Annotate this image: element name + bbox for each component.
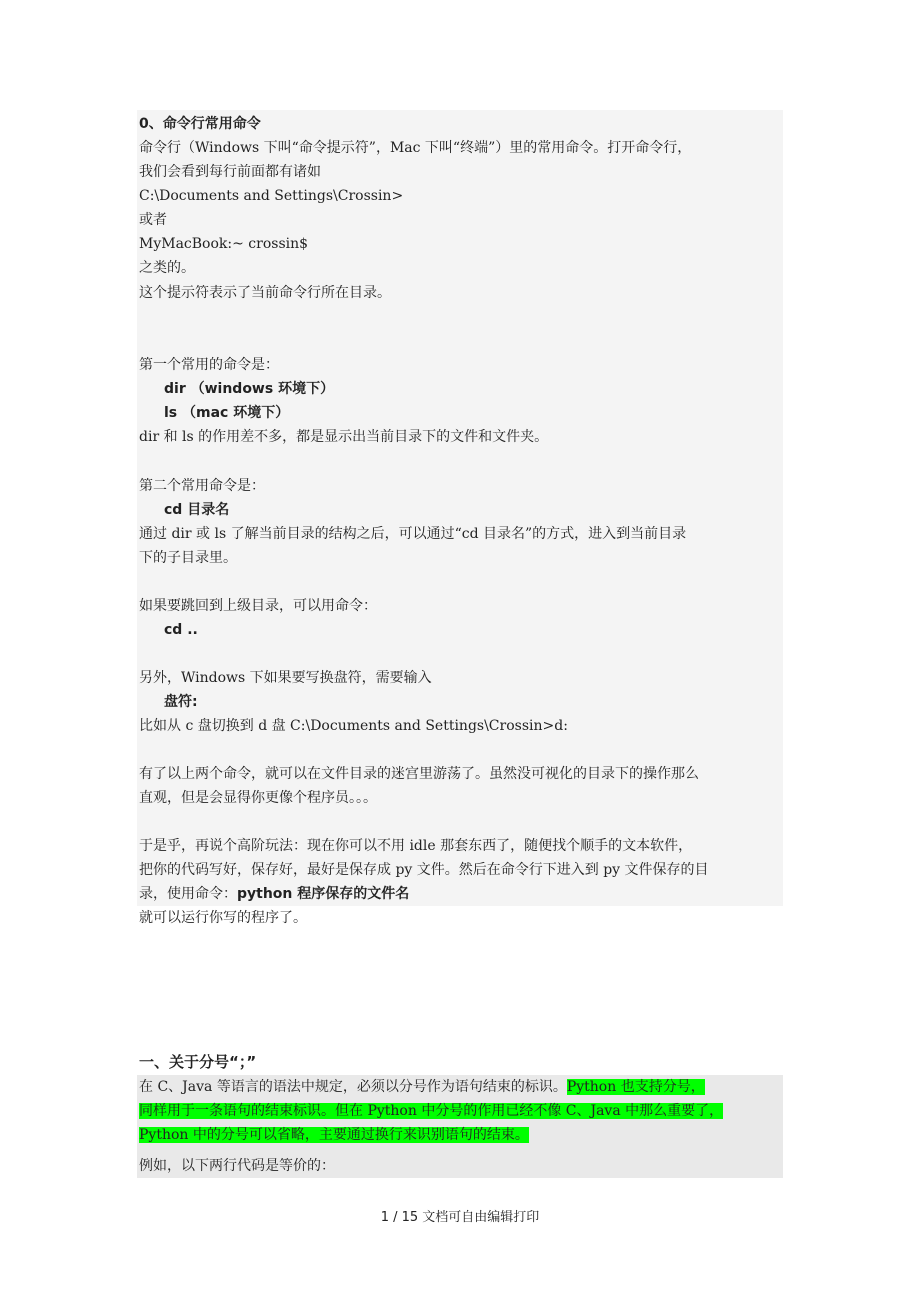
drive-intro: 另外，Windows 下如果要写换盘符，需要输入: [139, 670, 432, 686]
highlighted-text: Python 也支持分号，: [566, 1079, 705, 1095]
semicolon-paragraph: [139, 1078, 705, 1096]
second-command-intro: 第二个常用命令是：: [139, 478, 265, 494]
paragraph-line: 命令行（Windows 下叫“命令提示符”，Mac 下叫“终端”）里的常用命令。打开命令行，: [139, 140, 692, 156]
highlighted-text: 同样用于一条语句的结束标识。但在 Python 中分号的作用已经不像 C、Java 中那么重要了，: [139, 1103, 724, 1119]
command-ls: ls （mac 环境下）: [164, 405, 290, 421]
page-footer: 1 / 15 文档可自由编辑打印: [380, 1210, 540, 1225]
maze-paragraph: 有了以上两个命令，就可以在文件目录的迷宫里游荡了。虽然没可视化的目录下的操作那么: [139, 766, 699, 782]
drive-example: 比如从 c 盘切换到 d 盘 C:\Documents and Settings\Crossin>d:: [139, 718, 568, 734]
highlighted-text: Python 中的分号可以省略，主要通过换行来识别语句的结束。: [139, 1127, 529, 1143]
advanced-text: 录，使用命令：: [139, 886, 237, 902]
up-dir-intro: 如果要跳回到上级目录，可以用命令：: [139, 598, 377, 614]
paragraph-line: 我们会看到每行前面都有诸如: [139, 164, 321, 180]
section-heading: 一、关于分号“；”: [139, 1053, 257, 1071]
advanced-paragraph: 于是乎，再说个高阶玩法：现在你可以不用 idle 那套东西了，随便找个顺手的文本软件，: [139, 838, 693, 854]
python-command: python 程序保存的文件名: [237, 886, 410, 902]
section-heading: 0、命令行常用命令: [139, 116, 261, 132]
paragraph-line: 这个提示符表示了当前命令行所在目录。: [139, 285, 391, 301]
paragraph-line: 之类的。: [139, 260, 195, 276]
first-command-desc: dir 和 ls 的作用差不多，都是显示出当前目录下的文件和文件夹。: [139, 429, 549, 445]
prompt-example: MyMacBook:~ crossin$: [139, 236, 309, 252]
advanced-paragraph: 就可以运行你写的程序了。: [139, 910, 307, 926]
command-drive: 盘符:: [164, 694, 198, 710]
command-cd: cd 目录名: [164, 502, 230, 518]
advanced-paragraph: [139, 885, 409, 903]
semicolon-paragraph: [139, 1126, 529, 1144]
semicolon-text: 在 C、Java 等语言的语法中规定，必须以分号作为语句结束的标识。: [139, 1079, 567, 1095]
path-example: C:\Documents and Settings\Crossin>: [139, 188, 404, 204]
shaded-block-1: [137, 110, 783, 906]
second-command-desc: 下的子目录里。: [139, 550, 237, 566]
command-dir: dir （windows 环境下）: [164, 381, 335, 397]
maze-paragraph: 直观，但是会显得你更像个程序员。。。: [139, 790, 377, 806]
second-command-desc: 通过 dir 或 ls 了解当前目录的结构之后，可以通过“cd 目录名”的方式，进入到当前目录: [139, 526, 687, 542]
advanced-paragraph: 把你的代码写好，保存好，最好是保存成 py 文件。然后在命令行下进入到 py 文件保存的目: [139, 862, 709, 878]
example-intro: 例如，以下两行代码是等价的：: [139, 1158, 335, 1174]
paragraph-line: 或者: [139, 212, 167, 228]
first-command-intro: 第一个常用的命令是：: [139, 357, 279, 373]
command-cd-up: cd ..: [164, 622, 198, 638]
semicolon-paragraph: [139, 1102, 723, 1120]
